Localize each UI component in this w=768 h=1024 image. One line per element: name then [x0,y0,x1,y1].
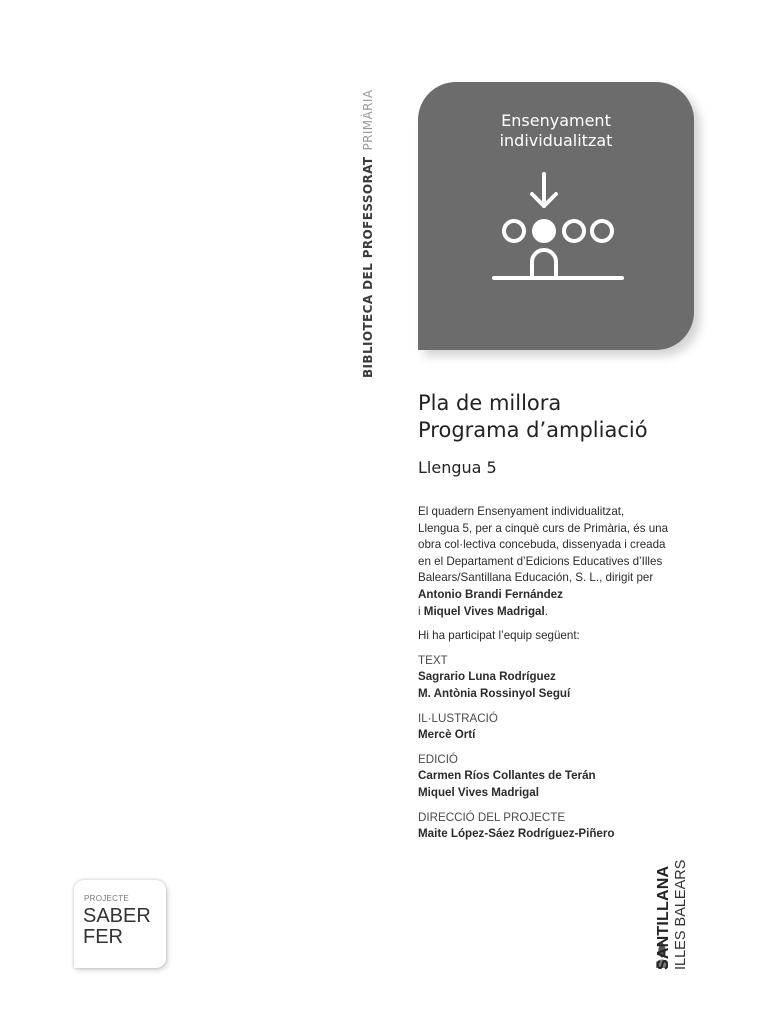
credits-intro-line: Llengua 5, per a cinquè curs de Primària, és una [418,521,669,535]
credits-intro-line: en el Departament d’Edicions Educatives d’Illes [418,554,663,568]
director-line [418,604,680,621]
badge-title-line1: Ensenyament [501,111,611,130]
conjunction: i [418,604,424,618]
series-level: PRIMÀRIA [361,89,375,151]
publisher-name: SANTILLANA [655,865,672,970]
individualized-learning-icon [488,170,628,286]
role-heading: EDICIÓ [418,752,458,766]
publisher-mark [655,860,689,970]
credits-intro-line: Balears/Santillana Educación, S. L., dirigit per [418,571,654,585]
book-title-line2: Programa d’ampliació [418,418,648,442]
contributor-name: Sagrario Luna Rodríguez [418,670,556,684]
badge-title-line2: individualitzat [499,131,613,150]
series-name: BIBLIOTECA DEL PROFESSORAT [361,156,375,378]
role-heading: DIRECCIÓ DEL PROJECTE [418,810,566,824]
period: . [544,604,548,618]
project-logo-line2: FER [83,926,123,948]
book-title [418,390,648,444]
badge-title [418,111,694,151]
series-spine-label [361,90,375,378]
director-name: Antonio Brandi Fernández [418,587,563,601]
director-name: Miquel Vives Madrigal [423,604,545,618]
project-logo-line1: SABER [83,905,151,927]
contributor-name: Maite López-Sáez Rodríguez-Piñero [418,827,615,841]
contributor-name: M. Antònia Rossinyol Seguí [418,686,571,700]
contributor-name: Miquel Vives Madrigal [418,785,539,799]
role-heading: IL·LUSTRACIÓ [418,711,498,725]
subject-label: Llengua 5 [418,458,497,477]
contributor-name: Mercè Ortí [418,728,476,742]
credits-intro-line: El quadern Ensenyament individualitzat, [418,505,625,518]
contributor-name: Carmen Ríos Collantes de Terán [418,769,596,783]
collection-badge [418,82,694,350]
book-title-line1: Pla de millora [418,391,562,415]
project-logo-name [83,906,151,948]
team-intro: Hi ha participat l’equip següent: [418,629,580,643]
project-logo [74,880,166,968]
credits-block [418,504,680,843]
role-heading: TEXT [418,653,448,667]
credits-intro-line: obra col·lectiva concebuda, dissenyada i creada [418,538,666,552]
project-logo-small: PROJECTE [84,894,130,903]
publisher-region: ILLES BALEARS [673,859,689,970]
